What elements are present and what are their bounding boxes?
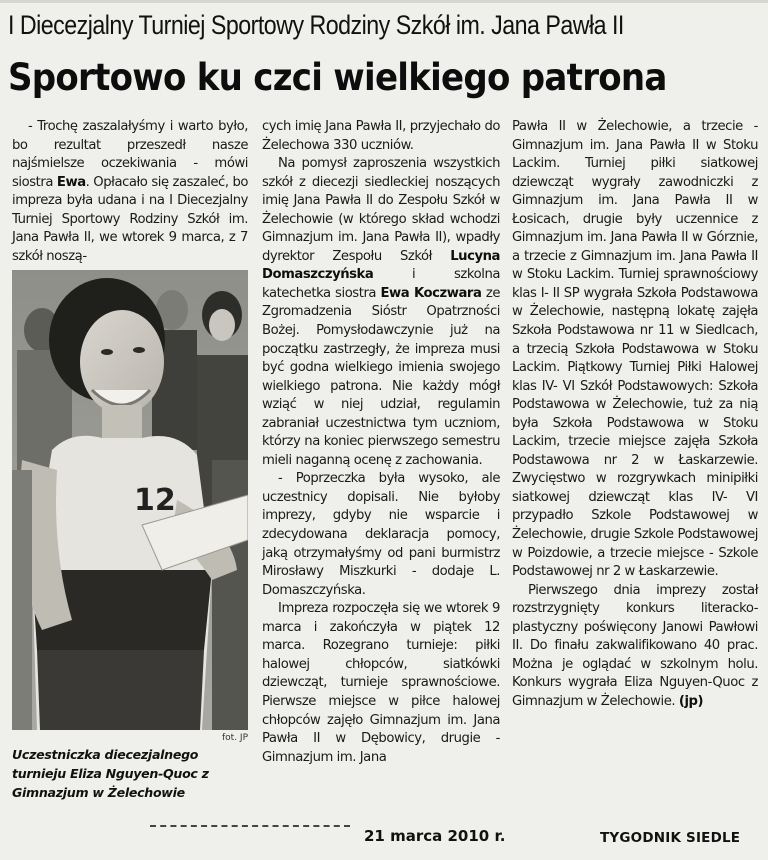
article-column-2	[262, 118, 500, 767]
article-column-3	[512, 118, 758, 712]
footer-dashed-rule	[150, 825, 350, 827]
paragraph-text: ze Zgromadzenia Sióstr Opatrzności Bożej. Pomysłodawczynie już na początku zastrzegły, że impreza musi być godna wielkiego imienia swojego wielkiego patrona. Nie każdy mógł wziąć w niej udział, regulamin zabraniał uczestnictwa tym uczniom, którzy na koniec pierwszego semestru mieli naganną ocenę z zachowania.	[262, 285, 500, 468]
column-1-paragraph	[12, 118, 248, 266]
column-2-paragraph: - Poprzeczka była wysoko, ale uczestnicy dopisali. Nie byłoby imprezy, gdyby nie wsparcie i zdecydowana deklaracja pomocy, jaką otrzymałyśmy od pani burmistrz Mirosławy Miszkurki - dodaje L. Domaszczyńska.	[262, 471, 500, 598]
column-2-paragraph: cych imię Jana Pawła II, przyjechało do Żelechowa 330 uczniów.	[262, 119, 500, 153]
article-photo	[12, 270, 248, 730]
article-kicker: I Diecezjalny Turniej Sportowy Rodziny Szkół im. Jana Pawła II	[8, 10, 624, 40]
column-3-paragraph	[512, 582, 758, 712]
author-signature: (jp)	[678, 693, 704, 709]
article-column-1	[12, 118, 248, 266]
paragraph-text: Na pomysł zaproszenia wszystkich szkół z diecezji siedleckiej noszących imię Jana Pawła II do Zespołu Szkół w Żelechowie (w którego skład wchodzi Gimnazjum im. Jana Pawła II), wpadły dyrektor Zespołu Szkół	[262, 156, 500, 264]
bold-name: Ewa Koczwara	[380, 285, 482, 301]
issue-date: 21 marca 2010 r.	[364, 827, 506, 845]
paragraph-text: Pierwszego dnia imprezy został rozstrzygnięty konkurs literacko-plastyczny poświęcony Janowi Pawłowi II. Do finału zakwalifikowano 40 prac. Można je oglądać w szkolnym holu. Konkurs wygrała Eliza Nguyen-Quoc z Gimnazjum w Żelechowie.	[512, 582, 758, 709]
top-edge	[0, 0, 768, 3]
jersey-number: 12	[134, 483, 176, 518]
publication-name: TYGODNIK SIEDLE	[600, 830, 741, 846]
photo-illustration	[12, 270, 248, 730]
photo-caption: Uczestniczka diecezjalnego turnieju Eliza Nguyen-Quoc z Gimnazjum w Żelechowie	[12, 747, 209, 800]
article-headline: Sportowo ku czci wielkiego patrona	[8, 56, 667, 99]
paragraph-text: . Opłacało się zaszaleć, bo impreza była udana i na I Diecezjalny Turniej Sportowy Rodziny Szkół im. Jana Pawła II, we wtorek 9 marca, z 7 szkół noszą-	[12, 174, 248, 264]
bold-name: Lucyna Domaszczyńska	[262, 248, 500, 283]
column-3-paragraph: Pawła II w Żelechowie, a trzecie - Gimnazjum im. Jana Pawła II w Stoku Lackim. Turniej piłki siatkowej dziewcząt wygrały zawodniczki z Gimnazjum im. Jana Pawła II w Łosicach, drugie były uczennice z Gimnazjum im. Jana Pawła II w Górznie, a trzecie z Gimnazjum im. Jana Pawła II w Stoku Lackim. Turniej sprawnościowy klas I- II SP wygrała Szkoła Podstawowa w Żelechowie, następną lokatę zajęła Szkoła Podstawowa nr 11 w Siedlcach, a trzecią Szkoła Podstawowa w Stoku Lackim. Piątkowy Turniej Piłki Halowej klas IV- VI Szkół Podstawowych: Szkoła Podstawowa w Żelechowie, tuż za nią była Szkoła Podstawowa w Stoku Lackim, trzecie miejsce zajęła Szkoła Podstawowa nr 2 w Łaskarzewie. Zwycięstwo w rozgrywkach minipiłki siatkowej dziewcząt klas IV- VI przypadło Szkole Podstawowej w Żelechowie, drugie Szkole Podstawowej w Poizdowie, a trzecie miejsce - Szkole Podstawowej nr 2 w Łaskarzewie.	[512, 119, 758, 580]
column-2-paragraph: Impreza rozpoczęła się we wtorek 9 marca i zakończyła w piątek 12 marca. Rozegrano turnieje: piłki halowej chłopców, siatkówki dziewcząt, turnieje sprawnościowe. Pierwsze miejsce w piłce halowej chłopców zajęło Gimnazjum im. Jana Pawła II w Dębowicy, drugie - Gimnazjum im. Jana	[262, 601, 500, 765]
bold-name: Ewa	[56, 174, 86, 190]
paragraph-text: i szkolna katechetka siostra	[262, 267, 500, 301]
photo-credit: fot. JP	[221, 733, 248, 743]
paragraph-text: - Trochę zaszalałyśmy i warto było, bo rezultat przeszedł nasze najśmielsze oczekiwania - mówi siostra	[12, 119, 248, 190]
column-2-paragraph	[262, 155, 500, 470]
